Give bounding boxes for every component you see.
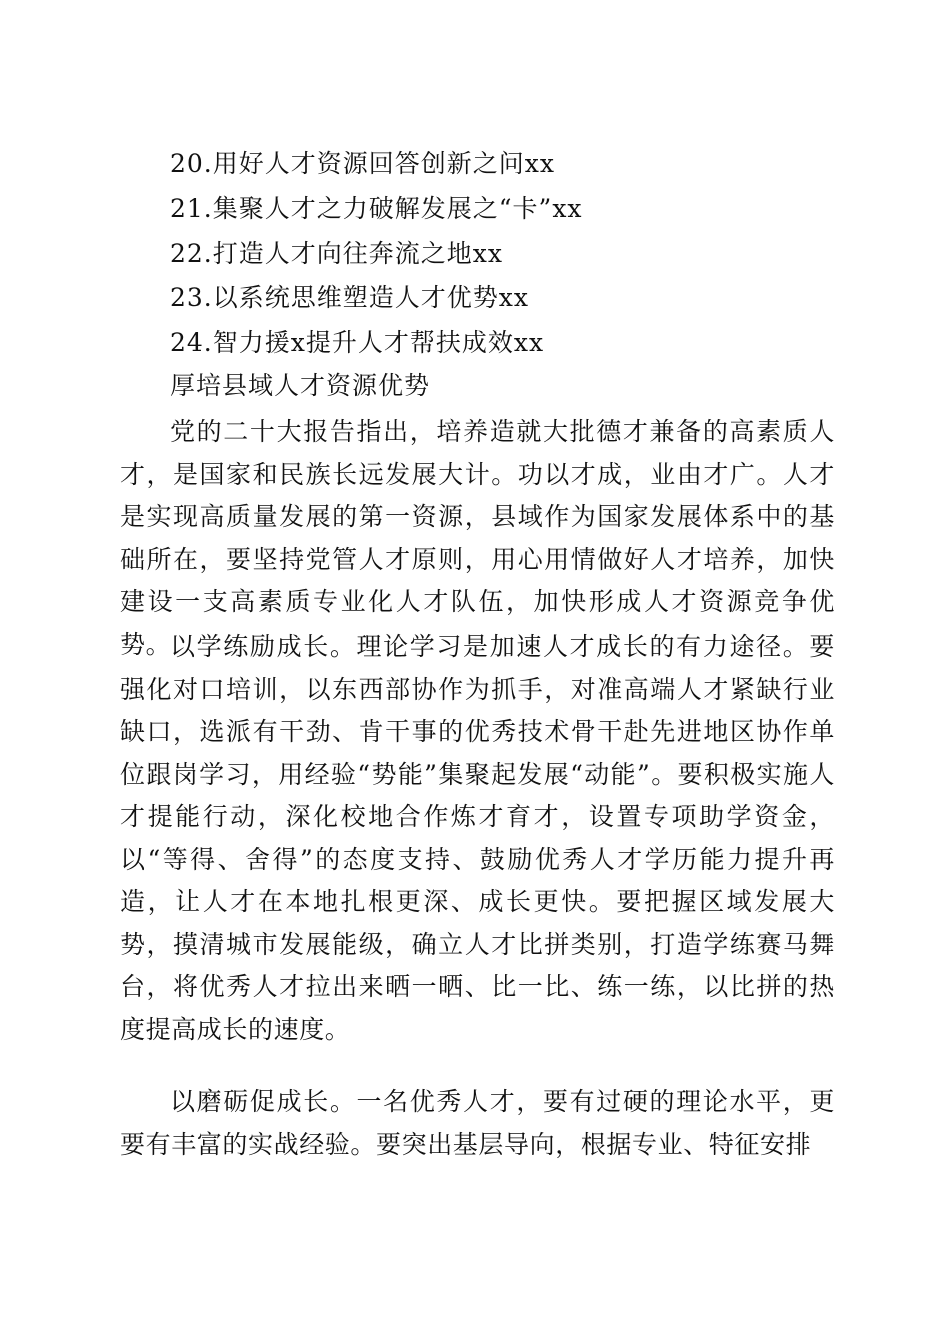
toc-item: 23.以系统思维塑造人才优势xx (170, 283, 529, 313)
toc-item: 21.集聚人才之力破解发展之“卡”xx (170, 193, 583, 223)
body-paragraph: 以学练励成长。理论学习是加速人才成长的有力途径。要强化对口培训，以东西部协作为抓手，对准高端人才紧缺行业缺口，选派有干劲、肯干事的优秀技术骨干赴先进地区协作单位跟岗学习，用经验“势能”集聚起发展“动能”。要积极实施人才提能行动，深化校地合作炼才育才，设置专项助学资金，以“等得、舍得”的态度支持、鼓励优秀人才学历能力提升再造，让人才在本地扎根更深、成长更快。要把握区域发展大势，摸清城市发展能级，确立人才比拼类别，打造学练赛马舞台，将优秀人才拉出来晒一晒、比一比、练一练，以比拼的热度提高成长的速度。 (120, 632, 835, 1044)
article-title: 厚培县域人才资源优势 (170, 371, 431, 400)
body-paragraph: 党的二十大报告指出，培养造就大批德才兼备的高素质人才，是国家和民族长远发展大计。功以才成，业由才广。人才是实现高质量发展的第一资源，县域作为国家发展体系中的基础所在，要坚持党管人才原则，用心用情做好人才培养，加快建设一支高素质专业化人才队伍，加快形成人才资源竞争优势。 (120, 417, 835, 659)
toc-item: 22.打造人才向往奔流之地xx (170, 238, 503, 268)
body-paragraph: 以磨砺促成长。一名优秀人才，要有过硬的理论水平，更要有丰富的实战经验。要突出基层导向，根据专业、特征安排 (120, 1087, 835, 1159)
toc-list (170, 142, 870, 366)
toc-item: 20.用好人才资源回答创新之问xx (170, 149, 555, 178)
toc-item: 24.智力援x提升人才帮扶成效xx (170, 328, 545, 358)
